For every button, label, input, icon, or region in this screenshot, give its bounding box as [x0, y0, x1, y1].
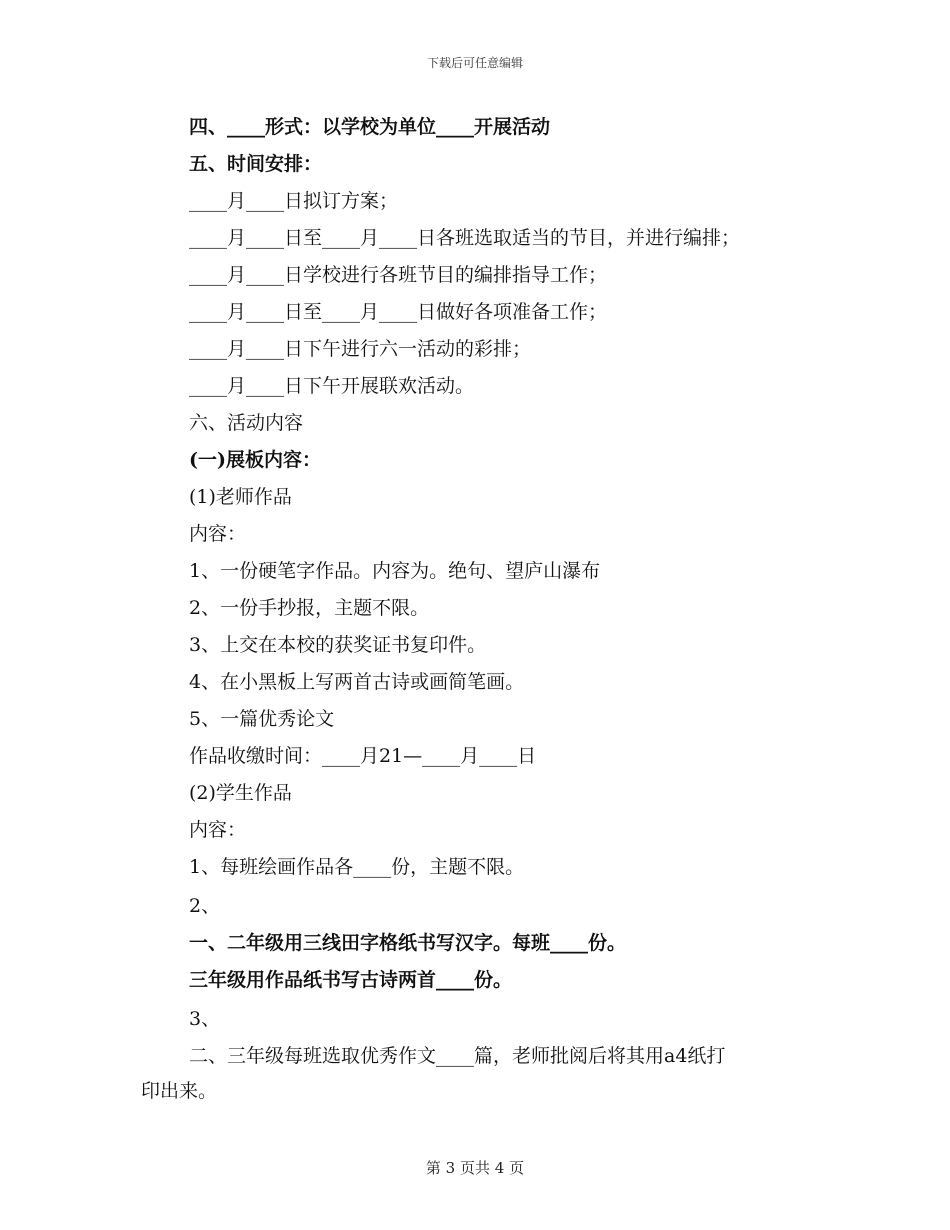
grade-1-2-requirement: 一、二年级用三线田字格纸书写汉字。每班____份。 [189, 932, 627, 954]
schedule-item-2: ____月____日至____月____日各班选取适当的节目，并进行编排； [189, 227, 741, 249]
schedule-item-3: ____月____日学校进行各班节目的编排指导工作； [189, 264, 608, 286]
schedule-item-6: ____月____日下午开展联欢活动。 [189, 375, 475, 397]
section-six-content-heading: 六、活动内容 [189, 412, 304, 434]
section-four-format: 四、____形式：以学校为单位____开展活动 [189, 116, 551, 138]
subsection-display-board: (一)展板内容： [189, 449, 321, 471]
teacher-works-heading: (1)老师作品 [189, 486, 292, 508]
student-item-2: 2、 [189, 895, 221, 917]
essay-requirement: 二、三年级每班选取优秀作文____篇，老师批阅后将其用a4纸打 [189, 1045, 726, 1067]
schedule-item-4: ____月____日至____月____日做好各项准备工作； [189, 301, 608, 323]
essay-requirement-continued: 印出来。 [141, 1080, 218, 1102]
page-footer: 第 3 页共 4 页 [425, 1159, 525, 1177]
section-five-schedule-heading: 五、时间安排： [189, 153, 323, 175]
student-works-heading: (2)学生作品 [189, 782, 292, 804]
teacher-item-1: 1、一份硬笔字作品。内容为。绝句、望庐山瀑布 [189, 560, 601, 582]
student-item-3: 3、 [189, 1008, 221, 1030]
teacher-item-2: 2、一份手抄报，主题不限。 [189, 597, 430, 619]
grade-3-requirement: 三年级用作品纸书写古诗两首____份。 [189, 969, 513, 991]
teacher-item-4: 4、在小黑板上写两首古诗或画简笔画。 [189, 671, 525, 693]
teacher-content-label: 内容： [189, 523, 247, 545]
teacher-item-5: 5、一篇优秀论文 [189, 708, 335, 730]
schedule-item-5: ____月____日下午进行六一活动的彩排； [189, 338, 532, 360]
student-content-label: 内容： [189, 819, 247, 841]
schedule-item-1: ____月____日拟订方案； [189, 190, 399, 212]
student-item-1: 1、每班绘画作品各____份，主题不限。 [189, 856, 525, 878]
page-header: 下载后可任意编辑 [426, 56, 523, 70]
collection-time: 作品收缴时间：____月21—____月____日 [189, 745, 537, 767]
teacher-item-3: 3、上交在本校的获奖证书复印件。 [189, 634, 487, 656]
